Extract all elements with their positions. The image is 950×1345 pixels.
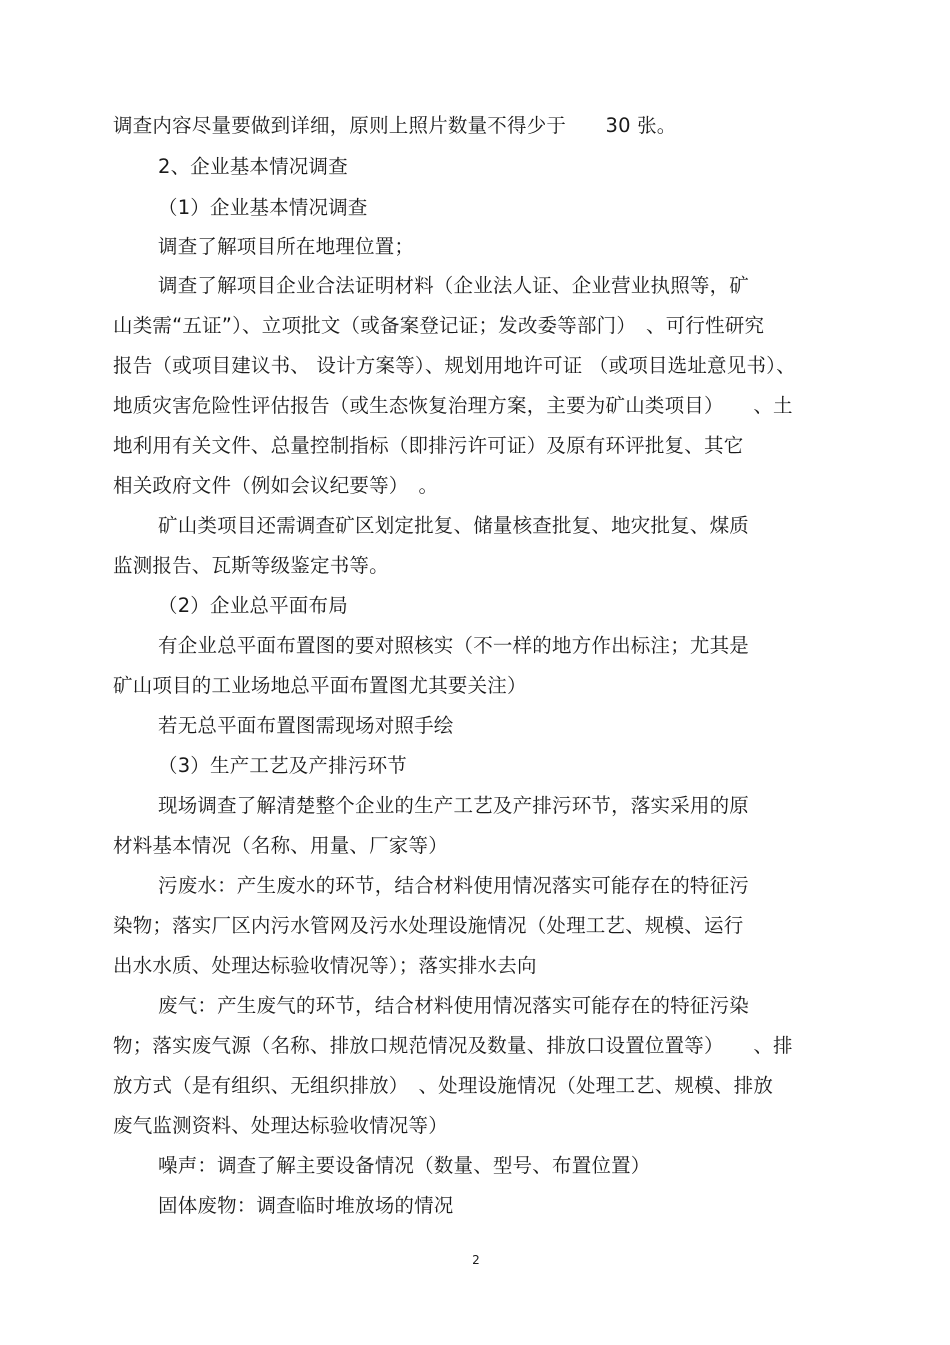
- paragraph-line: 出水水质、处理达标验收情况等）；落实排水去向: [113, 954, 537, 977]
- paragraph-line: 报告（或项目建议书、 设计方案等）、规划用地许可证 （或项目选址意见书）、: [113, 354, 796, 377]
- paragraph-line: 放方式（是有组织、无组织排放） 、处理设施情况（处理工艺、规模、排放: [113, 1074, 774, 1097]
- paragraph-line: 现场调查了解清楚整个企业的生产工艺及产排污环节，落实采用的原: [158, 794, 750, 817]
- paragraph-line: 矿山类项目还需调查矿区划定批复、储量核查批复、地灾批复、煤质: [158, 514, 750, 537]
- paragraph-line: 地利用有关文件、总量控制指标（即排污许可证）及原有环评批复、其它: [113, 434, 744, 457]
- paragraph-line: 有企业总平面布置图的要对照核实（不一样的地方作出标注；尤其是: [158, 634, 750, 657]
- paragraph-line: 矿山项目的工业场地总平面布置图尤其要关注）: [113, 674, 527, 697]
- subsection-heading: （1）企业基本情况调查: [158, 196, 368, 219]
- page-number: 2: [472, 1253, 480, 1267]
- paragraph-line: 染物；落实厂区内污水管网及污水处理设施情况（处理工艺、规模、运行: [113, 914, 744, 937]
- paragraph-line: 物；落实废气源（名称、排放口规范情况及数量、排放口设置位置等） 、排: [113, 1034, 793, 1057]
- paragraph-line: 固体废物：调查临时堆放场的情况: [158, 1194, 454, 1217]
- paragraph-line: 废气监测资料、处理达标验收情况等）: [113, 1114, 448, 1137]
- paragraph-line: 废气：产生废气的环节，结合材料使用情况落实可能存在的特征污染: [158, 994, 750, 1017]
- paragraph-line: 污废水：产生废水的环节，结合材料使用情况落实可能存在的特征污: [158, 874, 750, 897]
- subsection-heading: （3）生产工艺及产排污环节: [158, 754, 408, 777]
- paragraph-line: 材料基本情况（名称、用量、厂家等）: [113, 834, 448, 857]
- paragraph-line: 山类需“五证”）、立项批文（或备案登记证；发改委等部门） 、可行性研究: [113, 314, 765, 337]
- paragraph-line: 调查内容尽量要做到详细，原则上照片数量不得少于 30 张。: [113, 114, 677, 137]
- paragraph-line: 相关政府文件（例如会议纪要等） 。: [113, 474, 439, 497]
- subsection-heading: （2）企业总平面布局: [158, 594, 348, 617]
- section-heading: 2、企业基本情况调查: [158, 155, 348, 178]
- paragraph-line: 噪声：调查了解主要设备情况（数量、型号、布置位置）: [158, 1154, 651, 1177]
- paragraph-line: 若无总平面布置图需现场对照手绘: [158, 714, 454, 737]
- paragraph-line: 监测报告、瓦斯等级鉴定书等。: [113, 554, 389, 577]
- paragraph-line: 调查了解项目企业合法证明材料（企业法人证、企业营业执照等，矿: [158, 274, 750, 297]
- paragraph-line: 调查了解项目所在地理位置；: [158, 235, 415, 258]
- paragraph-line: 地质灾害危险性评估报告（或生态恢复治理方案，主要为矿山类项目） 、土: [113, 394, 793, 417]
